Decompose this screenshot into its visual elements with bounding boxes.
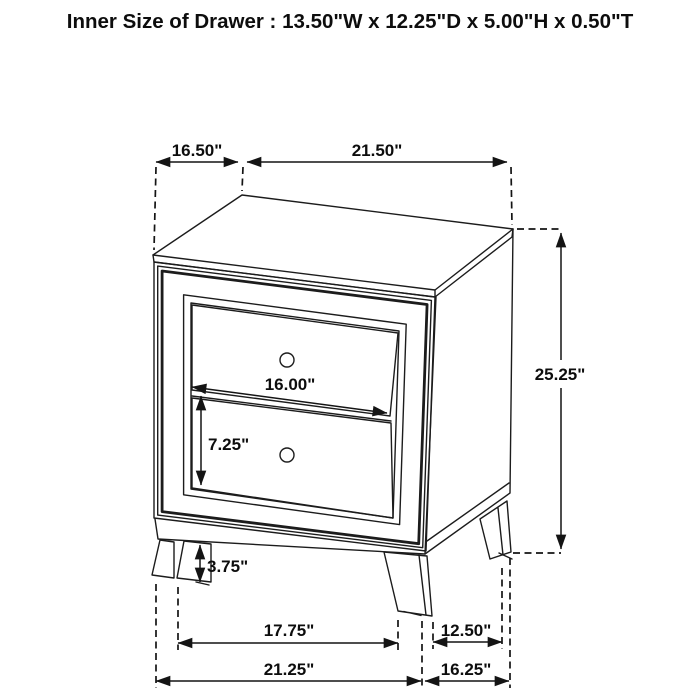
top-edge-band xyxy=(153,229,513,297)
dim-label-drawer-front-height: 7.25" xyxy=(208,435,250,454)
dim-top-depth xyxy=(156,141,238,162)
dim-label-leg-stance-width: 17.75" xyxy=(263,621,315,640)
back-right-leg xyxy=(480,501,512,559)
dim-leg-stance-depth xyxy=(433,621,502,642)
drawer-knob xyxy=(280,353,294,367)
dim-base-width xyxy=(156,660,421,681)
front-apron xyxy=(155,519,425,554)
dim-drawer-front-height xyxy=(201,396,249,485)
dim-overall-height xyxy=(535,233,586,549)
dim-label-leg-height: 3.75" xyxy=(207,557,249,576)
page-title: Inner Size of Drawer : 13.50"W x 12.25"D x 5.00"H x 0.50"T xyxy=(66,10,634,33)
dim-label-leg-stance-depth: 12.50" xyxy=(440,621,492,640)
dim-leg-stance-width xyxy=(178,621,398,643)
drawer-knob xyxy=(280,448,294,462)
dim-label-drawer-width: 16.00" xyxy=(264,375,316,394)
front-left-leg xyxy=(177,541,211,585)
back-left-leg xyxy=(152,540,174,578)
extension-lines xyxy=(154,167,561,688)
dim-label-top-depth: 16.50" xyxy=(171,141,223,160)
dim-leg-height xyxy=(200,545,248,582)
dim-base-depth xyxy=(425,660,509,681)
dimension-annotations xyxy=(154,141,585,688)
dim-label-base-depth: 16.25" xyxy=(440,660,492,679)
dim-top-width xyxy=(247,141,507,162)
dim-label-overall-height: 25.25" xyxy=(534,365,586,384)
dim-label-base-width: 21.25" xyxy=(263,660,315,679)
front-right-leg xyxy=(384,552,432,616)
dim-label-top-width: 21.50" xyxy=(351,141,403,160)
side-apron-line xyxy=(427,483,509,541)
